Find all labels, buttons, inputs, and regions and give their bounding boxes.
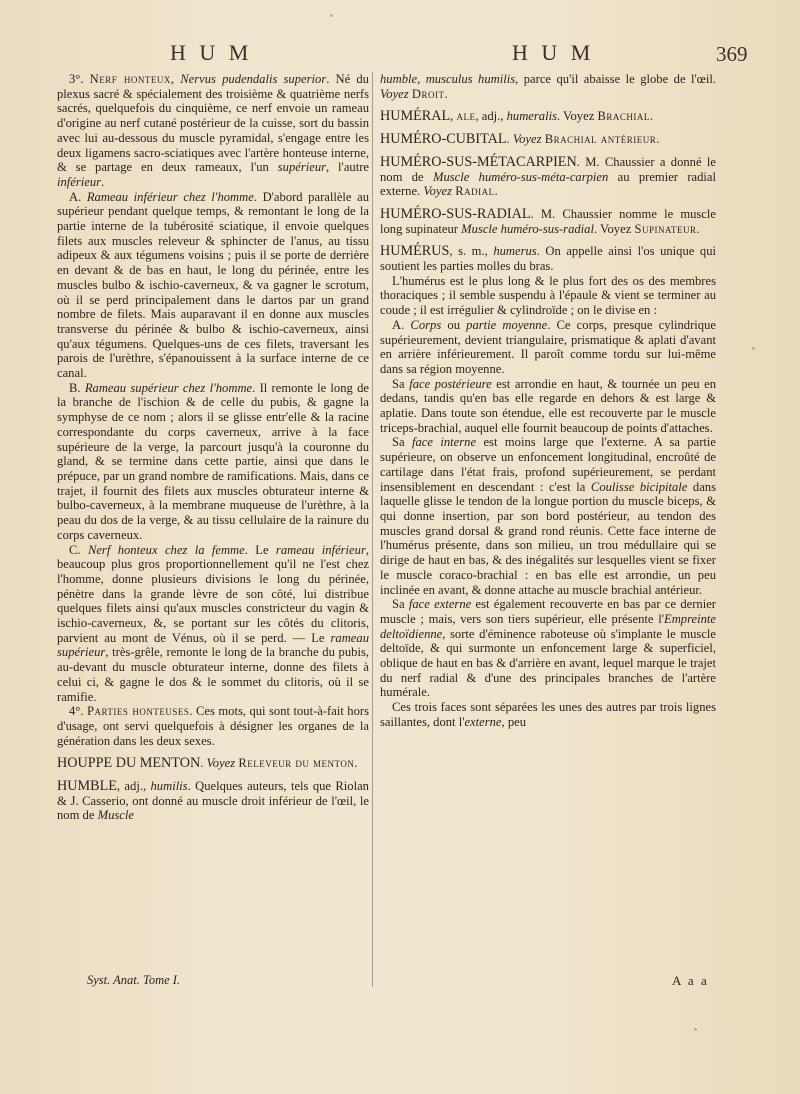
text-run: . Il remonte le long de la branche de l'ischion & de celle du pubis, & gagne la symphyse de ce nom ; alors il se glisse entr'elle & la racine correspondante du corps caverneux, arrive à la face supérieure de la verge, la parcourt jusqu'à la couronne du gland, & se termine dans cette partie, ainsi que dans le prépuce, par un grand nombre de ramifications. Mais, dans ce trajet, il fournit des filets aux muscles obturateur interne & bulbo-caverneux, à la membrane muqueuse de l'urèthre, à la peau du dos de la verge, & au tissu cellulaire de la rainure du corps caverneux.: [57, 380, 369, 542]
text-run: B.: [69, 380, 85, 395]
text-run: ou: [441, 317, 467, 332]
text-run: . Le: [244, 542, 276, 557]
paragraph: [380, 377, 716, 436]
headword: HUMÉRUS: [380, 243, 450, 260]
text-run: , s. m.,: [449, 244, 494, 259]
text-run: Nervus pudendalis superior: [180, 72, 327, 86]
dictionary-entry: [380, 109, 716, 124]
dictionary-entry: [380, 207, 716, 236]
text-run: .: [494, 184, 498, 199]
text-run: L'humérus est le plus long & le plus fort des os des membres thoraciques ; il semble suspendu à l'épaule & vient se terminer au coude ; il est irrégulier & cylindroïde ; on le divise en :: [380, 273, 716, 318]
column-divider: [372, 72, 373, 987]
text-run: . D'abord parallèle au supérieur pendant quelque temps, & remontant le long de la partie interne de la tubérosité sciatique, il envoie quelques filets aux muscles releveur & sphincter de l'anus, au tissu adipeux & aux tégumens voisins ; puis il se porte de derrière en devant & de bas en haut, le long du périnée, entre les muscles bulbo & ischio-caverneux, & va gagner le scrotum, où il se perd principalement dans le dartos par un grand nombre de filets. Mais auparavant il en donne aux muscles transverse du périnée & bulbo & ischio-caverneux, ainsi qu'aux tégumens. Quelques-uns de ces filets, traversant les parois de l'urèthre, s'épanouissent à la surface interne de ce canal.: [57, 189, 369, 381]
text-run: A.: [69, 189, 87, 204]
text-run: Voyez: [512, 132, 542, 147]
text-run: , beaucoup plus gros proportionnellement qu'il ne l'est chez l'homme, donne plusieurs divisions le long du périnée, pénètre dans la grande lèvre de son côté, lui distribue quelques filets ainsi qu'aux muscles constricteur du vagin & ischio-caverneux, &, se portant sur les côtés du clitoris, parvient au mont de Vénus, où il se perd. — Le: [57, 542, 370, 645]
paragraph: [380, 72, 716, 101]
text-run: Coulisse bicipitale: [590, 479, 688, 494]
text-run: . M. Chaussier a donné le nom de: [380, 154, 716, 184]
text-run: rameau inférieur: [275, 542, 366, 557]
text-run: Releveur du menton: [238, 756, 355, 771]
paper-speck: [752, 347, 755, 350]
text-run: Rameau inférieur chez l'homme: [86, 189, 254, 204]
text-run: humilis: [150, 779, 188, 794]
text-run: est arrondie en haut, & tournée un peu en dedans, tandis qu'en bas elle regarde en dehors & est large & aplatie. Dans toute son étendue, elle est recouverte par le muscle triceps-brachial, auquel elle fournit beaucoup de points d'attaches.: [380, 376, 716, 435]
left-text-column: [57, 72, 369, 823]
text-run: .: [696, 221, 700, 236]
text-run: est moins large que l'externe. A sa partie supérieure, on observe un enfoncement longitudinal, encroûté de cartilage dans l'état frais, profond supérieurement, se perdant insensiblement en descendant : c'est la: [380, 435, 717, 494]
text-run: musculus humilis: [425, 72, 516, 86]
text-run: 3°.: [69, 72, 90, 86]
text-run: , peu: [501, 714, 527, 729]
headword: HUMÉRAL: [380, 108, 451, 125]
paper-speck: [330, 14, 333, 17]
text-run: . On appelle ainsi l'os unique qui soutient les parties molles du bras.: [380, 244, 716, 274]
text-run: est également recouverte en bas par ce dernier muscle ; mais, vers son tiers supérieur, elle présente l': [380, 597, 716, 626]
paragraph: [57, 190, 369, 381]
text-run: ,: [417, 72, 426, 86]
dictionary-entry: [57, 779, 369, 823]
headword: HOUPPE DU MENTON: [57, 755, 201, 772]
dictionary-entry: [380, 155, 716, 199]
text-run: Muscle: [97, 808, 134, 823]
paragraph: [57, 543, 369, 705]
text-run: humerus: [493, 244, 537, 259]
signature-mark: A a a: [672, 973, 709, 988]
headword: HUMBLE: [57, 778, 117, 795]
paragraph: [57, 72, 369, 190]
text-run: partie moyenne: [466, 317, 548, 332]
text-run: inférieur: [57, 174, 102, 189]
text-run: ,: [170, 72, 181, 86]
text-run: Sa: [392, 597, 409, 612]
signature-footer: Syst. Anat. Tome I.: [87, 973, 181, 987]
text-run: .: [506, 132, 513, 147]
text-run: 4°.: [69, 704, 87, 719]
paper-speck: [694, 1028, 697, 1031]
text-run: Muscle huméro-sus-méta-carpien: [432, 169, 609, 184]
text-run: , adj.,: [116, 779, 151, 794]
dictionary-entry: [57, 756, 369, 771]
text-run: . Voyez: [593, 221, 635, 236]
text-run: Sa: [392, 435, 412, 450]
text-run: dans laquelle glisse le tendon de la longue portion du muscle biceps, & qui donne insertion, par son bord postérieur, au tendon des muscles grand dorsal & grand rond réunis. Cette face interne de l'humérus présente, dans son milieu, un trou médullaire qui se dirige de haut en bas, & des inégalités sur lesquelles vient se fixer le muscle coraco-brachial : en bas elle est arrondie, un peu inclinée en avant, & donne attache au muscle brachial antérieur.: [380, 479, 716, 597]
paragraph: [380, 597, 716, 700]
text-run: .: [354, 756, 358, 771]
text-run: .: [200, 756, 207, 771]
text-run: Corps: [410, 317, 442, 332]
dictionary-entry: [380, 132, 716, 147]
text-run: Brachial antérieur: [544, 132, 657, 147]
text-run: ,: [450, 109, 457, 124]
text-run: ale: [456, 109, 476, 124]
text-run: Nerf honteux chez la femme: [87, 542, 245, 557]
text-run: Sa: [392, 376, 410, 391]
text-run: Brachial: [597, 109, 650, 124]
text-run: Voyez: [380, 86, 409, 101]
text-run: Radial: [455, 184, 495, 199]
right-text-column: [380, 72, 716, 730]
running-head-left: H U M: [170, 40, 253, 65]
text-run: . Ces mots, qui sont tout-à-fait hors d'usage, ont servi quelquefois à désigner les organes de la génération dans les deux sexes.: [57, 704, 369, 748]
text-run: A.: [392, 317, 411, 332]
text-run: . Quelques auteurs, tels que Riolan & J. Casserio, ont donné au muscle droit inférieur de l'œil, le nom de: [57, 779, 369, 823]
text-run: , sorte d'éminence raboteuse où s'implante le muscle deltoïde, & qui surmonte un enfoncement large & superficiel, oblique de haut en bas & d'arrière en avant, lequel marque le trajet du nerf radial & d'une des principales branches de l'artère humérale.: [380, 626, 716, 700]
headword: HUMÉRO-SUS-MÉTACARPIEN: [380, 153, 577, 170]
paragraph: [380, 318, 716, 377]
text-run: , très-grêle, remonte le long de la branche du pubis, au-devant du muscle obturateur interne, donne des filets à celui ci, & gagne le dos & le sommet du clitoris, où il se ramifie.: [57, 645, 369, 704]
text-run: Empreinte deltoïdienne: [380, 611, 716, 641]
text-run: Rameau supérieur chez l'homme: [84, 380, 253, 395]
text-run: Parties honteuses: [86, 704, 190, 719]
text-run: Droit: [411, 86, 445, 101]
paragraph: [57, 704, 369, 748]
headword: HUMÉRO-CUBITAL: [380, 131, 507, 148]
text-run: Muscle huméro-sus-radial: [461, 221, 594, 236]
text-run: .: [656, 132, 660, 147]
text-run: face interne: [412, 435, 477, 450]
text-run: .: [101, 174, 105, 189]
paragraph: [380, 274, 716, 318]
paragraph: [380, 700, 716, 729]
text-run: face postérieure: [409, 376, 492, 391]
paragraph: [380, 435, 716, 597]
paragraph: [57, 381, 369, 543]
text-run: rameau supérieur: [57, 630, 369, 660]
headword: HUMÉRO-SUS-RADIAL: [380, 205, 531, 222]
text-run: humble: [380, 72, 418, 86]
text-run: supérieur: [277, 160, 327, 175]
text-run: Voyez: [206, 756, 236, 771]
text-run: . Ce corps, presque cylindrique supérieurement, devient triangulaire, prismatique & aplati d'avant en arrière inférieurement. Il paroît comme tordu sur lui-même dans sa région moyenne.: [380, 317, 716, 376]
text-run: . M. Chaussier nomme le muscle long supinateur: [380, 206, 716, 236]
running-head-right: H U M: [512, 40, 595, 65]
text-run: Supinateur: [634, 221, 697, 236]
text-run: Nerf honteux: [89, 72, 171, 86]
text-run: C.: [69, 542, 88, 557]
text-run: . Né du plexus sacré & spécialement des troisième & quatrième nerfs sacrés, quelquefois du cinquième, ce nerf envoie un rameau d'origine au nerf cutané postérieur de la cuisse, sort du bassin avec lui au-dessous du muscle pyramidal, s'engage entre les deux ligamens sacro-sciatiques avec l'artère honteuse interne, & se partage en deux rameaux, l'un: [57, 72, 369, 175]
text-run: .: [649, 109, 653, 124]
text-run: Voyez: [423, 184, 453, 199]
page-number: 369: [716, 42, 748, 66]
text-run: . Voyez: [556, 109, 598, 124]
text-run: humeralis: [506, 109, 557, 124]
text-run: Ces trois faces sont séparées les unes des autres par trois lignes saillantes, dont l': [380, 700, 716, 729]
text-run: externe: [464, 714, 502, 729]
text-run: au premier radial externe.: [380, 169, 717, 199]
text-run: , l'autre: [326, 160, 369, 175]
text-run: , parce qu'il abaisse le globe de l'œil.: [515, 72, 717, 86]
text-run: face externe: [408, 597, 472, 612]
text-run: .: [444, 86, 448, 101]
text-run: , adj.,: [475, 109, 507, 124]
dictionary-entry: [380, 244, 716, 273]
